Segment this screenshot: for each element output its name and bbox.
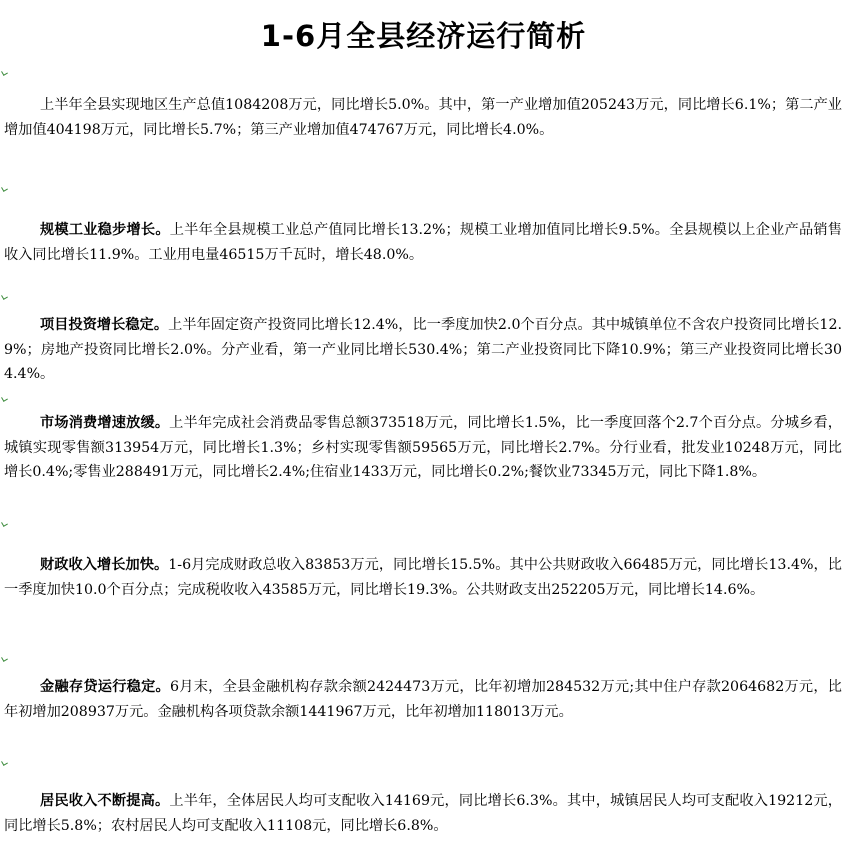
paragraph-income	[4, 789, 842, 838]
paragraph-marker-icon	[1, 395, 8, 402]
paragraph-body: 上半年，全体居民人均可支配收入14169元，同比增长6.3%。其中，城镇居民人均可支配收入19212元，同比增长5.8%；农村居民人均可支配收入11108元，同比增长6.8%。	[4, 793, 842, 834]
paragraph-marker-icon	[1, 69, 8, 76]
paragraph-lead: 规模工业稳步增长。	[40, 222, 170, 238]
paragraph-marker-icon	[1, 520, 8, 527]
paragraph-lead: 市场消费增速放缓。	[40, 415, 170, 431]
paragraph-body: 上半年全县规模工业总产值同比增长13.2%；规模工业增加值同比增长9.5%。全县规模以上企业产品销售收入同比增长11.9%。工业用电量46515万千瓦时，增长48.0%。	[4, 222, 842, 263]
paragraph-body: 1-6月完成财政总收入83853万元，同比增长15.5%。其中公共财政收入66485万元，同比增长13.4%，比一季度加快10.0个百分点；完成税收收入43585万元，同比增长19.3%。公共财政支出252205万元，同比增长14.6%。	[4, 557, 842, 598]
paragraph-body: 上半年完成社会消费品零售总额373518万元，同比增长1.5%，比一季度回落个2.7个百分点。分城乡看，城镇实现零售额313954万元，同比增长1.3%；乡村实现零售额59565万元，同比增长2.7%。分行业看，批发业10248万元，同比增长0.4%;零售业288491万元，同比增长2.4%;住宿业1433万元，同比增长0.2%;餐饮业73345万元，同比下降1.8%。	[4, 415, 842, 480]
paragraph-lead: 财政收入增长加快。	[40, 557, 169, 573]
paragraph-lead: 项目投资增长稳定。	[40, 317, 169, 333]
paragraph-marker-icon	[1, 185, 8, 192]
paragraph-body: 上半年全县实现地区生产总值1084208万元，同比增长5.0%。其中，第一产业增加值205243万元，同比增长6.1%；第二产业增加值404198万元，同比增长5.7%；第三产业增加值474767万元，同比增长4.0%。	[4, 97, 842, 138]
paragraph-consumption	[4, 411, 842, 485]
paragraph-finance	[4, 553, 842, 602]
paragraph-lead: 居民收入不断提高。	[40, 793, 170, 809]
document-title: 1-6月全县经济运行简析	[260, 19, 587, 53]
paragraph-marker-icon	[1, 759, 8, 766]
paragraph-investment	[4, 313, 842, 387]
paragraph-industry	[4, 218, 842, 267]
paragraph-marker-icon	[1, 655, 8, 662]
paragraph-banking	[4, 675, 842, 724]
paragraph-body: 6月末，全县金融机构存款余额2424473万元，比年初增加284532万元;其中住户存款2064682万元，比年初增加208937万元。金融机构各项贷款余额1441967万元，比年初增加118013万元。	[4, 679, 842, 720]
paragraph-lead: 金融存贷运行稳定。	[40, 679, 170, 695]
paragraph-overview	[4, 93, 842, 142]
paragraph-marker-icon	[1, 293, 8, 300]
paragraph-body: 上半年固定资产投资同比增长12.4%，比一季度加快2.0个百分点。其中城镇单位不含农户投资同比增长12.9%；房地产投资同比增长2.0%。分产业看，第一产业同比增长530.4%；第二产业投资同比下降10.9%；第三产业投资同比增长304.4%。	[4, 317, 842, 382]
